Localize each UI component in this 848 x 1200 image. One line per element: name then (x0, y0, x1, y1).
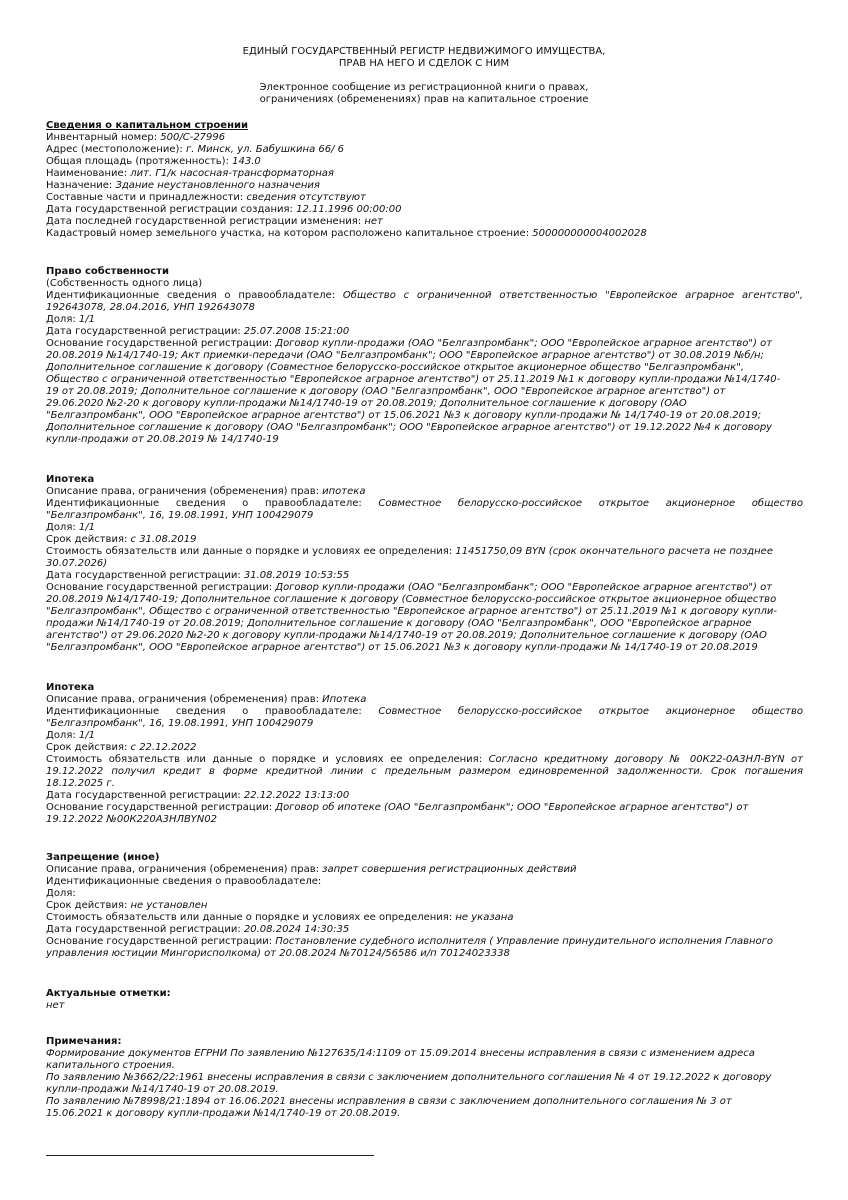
mortgage2-reg-date: Дата государственной регистрации: 22.12.2022 13:13:00 (46, 790, 350, 801)
mortgage2-term: Срок действия: с 22.12.2022 (46, 742, 197, 753)
mortgage2-section (46, 682, 803, 826)
ownership-holder-cont: 192643078, 28.04.2016, УНП 192643078 (46, 302, 255, 313)
note-line: Формирование документов ЕГРНИ По заявлению №127635/14:1109 от 15.09.2014 внесены исправления в связи с изменением адреса (46, 1048, 755, 1059)
building-row: Общая площадь (протяженность): 143.0 (46, 156, 261, 167)
ownership-subtitle: (Собственность одного лица) (46, 278, 203, 289)
mortgage2-holder-cont: "Белгазпромбанк", 16, 19.08.1991, УНП 100429079 (46, 718, 314, 729)
prohibition-holder: Идентификационные сведения о правообладателе: (46, 876, 322, 887)
building-row: Кадастровый номер земельного участка, на котором расположено капитальное строение: 500000000004002028 (46, 228, 647, 239)
message-title-line1: Электронное сообщение из регистрационной книги о правах, (259, 82, 589, 93)
mortgage1-basis-line: агентство") от 29.06.2020 №2-20 к договору купли-продажи №14/1740-19 от 20.08.2019; Дополнительное соглашение к договору (ОАО (46, 630, 767, 641)
mortgage1-share: Доля: 1/1 (46, 522, 95, 533)
prohibition-term: Срок действия: не установлен (46, 900, 208, 911)
building-row: Дата государственной регистрации создания: 12.11.1996 00:00:00 (46, 204, 402, 215)
mortgage2-share: Доля: 1/1 (46, 730, 95, 741)
ownership-basis-line: 20.08.2019 №14/1740-19; Акт приемки-передачи (ОАО "Белгазпромбанк"; ООО "Европейское аграрное агентство") от 30.08.2019 №б/н; (46, 350, 764, 361)
ownership-reg-date: Дата государственной регистрации: 25.07.2008 15:21:00 (46, 326, 350, 337)
message-title-line2: ограничениях (обременениях) прав на капитальное строение (259, 94, 589, 105)
mortgage1-basis: Основание государственной регистрации: Договор купли-продажи (ОАО "Белгазпромбанк"; ООО "Европейское аграрное агентство") от (46, 582, 773, 593)
mortgage2-cost-cont: 18.12.2025 г. (46, 778, 115, 789)
building-row: Составные части и принадлежности: сведения отсутствуют (46, 192, 366, 203)
mortgage2-holder: Идентификационные сведения о правообладателе: Совместное белорусско-российское открытое акционерное общество (46, 706, 803, 717)
prohibition-desc: Описание права, ограничения (обременения) прав: запрет совершения регистрационных действий (46, 864, 577, 875)
registry-title-line1: ЕДИНЫЙ ГОСУДАРСТВЕННЫЙ РЕГИСТР НЕДВИЖИМОГО ИМУЩЕСТВА, (242, 46, 606, 57)
ownership-basis-line: Дополнительное соглашение к договору (Совместное белорусско-российское открытое акционерное общество "Белгазпромбанк", (46, 362, 745, 373)
mortgage2-cost: Стоимость обязательств или данные о порядке и условиях ее определения: Согласно кредитному договору № 00К22-0А3НЛ-BYN от (46, 754, 803, 765)
registry-header (0, 46, 848, 70)
ownership-section (46, 266, 803, 446)
ownership-title: Право собственности (46, 266, 169, 277)
mortgage1-basis-line: продажи №14/1740-19 от 20.08.2019; Дополнительное соглашение к договору (ОАО "Белгазпромбанк", ООО "Европейское аграрное (46, 618, 752, 629)
note-line: По заявлению №3662/22:1961 внесены исправления в связи с заключением дополнительного соглашения № 4 от 19.12.2022 к договору (46, 1072, 772, 1083)
mortgage1-title: Ипотека (46, 474, 95, 485)
prohibition-title: Запрещение (иное) (46, 852, 160, 863)
note-line: купли-продажи №14/1740-19 от 20.08.2019. (46, 1084, 279, 1095)
mortgage1-basis-line: "Белгазпромбанк", Общество с ограниченной ответственностью "Европейское аграрное агентство") от 25.11.2019 №1 к договору купли- (46, 606, 778, 617)
ownership-share: Доля: 1/1 (46, 314, 95, 325)
note-line: По заявлению №78998/21:1894 от 16.06.2021 внесены исправления в связи с заключением дополнительного соглашения № 3 от (46, 1096, 732, 1107)
mortgage1-basis-line: "Белгазпромбанк", ООО "Европейское аграрное агентство") от 15.06.2021 №3 к договору купли-продажи № 14/1740-19 от 20.08.2019 (46, 642, 758, 653)
registry-title-line2: ПРАВ НА НЕГО И СДЕЛОК С НИМ (338, 58, 510, 69)
ownership-basis-line: купли-продажи от 20.08.2019 № 14/1740-19 (46, 434, 279, 445)
ownership-basis-line: 29.06.2020 №2-20 к договору купли-продажи №14/1740-19 от 20.08.2019; Дополнительное соглашение к договору (ОАО (46, 398, 687, 409)
notes-title: Примечания: (46, 1036, 122, 1047)
actual-marks-section (46, 988, 803, 1012)
signature-line-divider (46, 1155, 374, 1156)
building-row: Адрес (местоположение): г. Минск, ул. Бабушкина 66/ 6 (46, 144, 345, 155)
ownership-basis-line: Дополнительное соглашение к договору (ОАО "Белгазпромбанк"; ООО "Европейское аграрное агентство") от 19.12.2022 №4 к договору (46, 422, 773, 433)
ownership-basis: Основание государственной регистрации: Договор купли-продажи (ОАО "Белгазпромбанк"; ООО "Европейское аграрное агентство") от (46, 338, 773, 349)
mortgage2-basis-line: 19.12.2022 №00К220А3НЛBYN02 (46, 814, 217, 825)
prohibition-share: Доля: (46, 888, 76, 899)
mortgage1-holder: Идентификационные сведения о правообладателе: Совместное белорусско-российское открытое акционерное общество (46, 498, 803, 509)
prohibition-basis-line: управления юстиции Мингорисполкома) от 20.08.2024 №70124/56586 и/п 70124023338 (46, 948, 510, 959)
building-row: Инвентарный номер: 500/C-27996 (46, 132, 226, 143)
building-section (46, 120, 803, 240)
prohibition-reg-date: Дата государственной регистрации: 20.08.2024 14:30:35 (46, 924, 350, 935)
mortgage2-basis: Основание государственной регистрации: Договор об ипотеке (ОАО "Белгазпромбанк"; ООО "Европейское аграрное агентство") от (46, 802, 749, 813)
notes-section (46, 1036, 803, 1120)
ownership-basis-line: 19 от 20.08.2019; Дополнительное соглашение к договору (ОАО "Белгазпромбанк", ООО "Европейское аграрное агентство") от (46, 386, 726, 397)
note-line: 15.06.2021 к договору купли-продажи №14/1740-19 от 20.08.2019. (46, 1108, 401, 1119)
prohibition-basis: Основание государственной регистрации: Постановление судебного исполнителя ( Управление принудительного исполнения Главного (46, 936, 773, 947)
mortgage2-title: Ипотека (46, 682, 95, 693)
actual-marks-value: нет (46, 1000, 65, 1011)
mortgage2-cost-cont: 19.12.2022 получил кредит в форме кредитной линии с предельным размером единовременной задолженности. Срок погашения (46, 766, 803, 777)
mortgage1-cost: Стоимость обязательств или данные о порядке и условиях ее определения: 11451750,09 BYN (срок окончательного расчета не позднее (46, 546, 773, 557)
mortgage1-desc: Описание права, ограничения (обременения) прав: ипотека (46, 486, 366, 497)
building-row: Дата последней государственной регистрации изменения: нет (46, 216, 383, 227)
ownership-basis-line: Общество с ограниченной ответственностью "Европейское аграрное агентство") от 25.11.2019 №1 к договору купли-продажи №14/1740- (46, 374, 781, 385)
building-title: Сведения о капитальном строении (46, 120, 249, 131)
building-row: Назначение: Здание неустановленного назначения (46, 180, 320, 191)
mortgage1-holder-cont: "Белгазпромбанк", 16, 19.08.1991, УНП 100429079 (46, 510, 314, 521)
prohibition-section (46, 852, 803, 960)
mortgage1-section (46, 474, 803, 654)
mortgage1-basis-line: 20.08.2019 №14/1740-19; Дополнительное соглашение к договору (Совместное белорусско-российское открытое акционерное общество (46, 594, 777, 605)
message-header (0, 82, 848, 106)
mortgage1-cost-cont: 30.07.2026) (46, 558, 108, 569)
note-line: капитального строения. (46, 1060, 175, 1071)
actual-marks-title: Актуальные отметки: (46, 988, 171, 999)
prohibition-cost: Стоимость обязательств или данные о порядке и условиях ее определения: не указана (46, 912, 514, 923)
mortgage2-desc: Описание права, ограничения (обременения) прав: Ипотека (46, 694, 367, 705)
ownership-basis-line: "Белгазпромбанк", ООО "Европейское аграрное агентство") от 15.06.2021 №3 к договору купли-продажи № 14/1740-19 от 20.08.2019; (46, 410, 762, 421)
ownership-holder: Идентификационные сведения о правообладателе: Общество с ограниченной ответственностью "Европейское аграрное агентство", (46, 290, 803, 301)
mortgage1-reg-date: Дата государственной регистрации: 31.08.2019 10:53:55 (46, 570, 350, 581)
building-row: Наименование: лит. Г1/к насосная-трансформаторная (46, 168, 334, 179)
mortgage1-term: Срок действия: с 31.08.2019 (46, 534, 197, 545)
